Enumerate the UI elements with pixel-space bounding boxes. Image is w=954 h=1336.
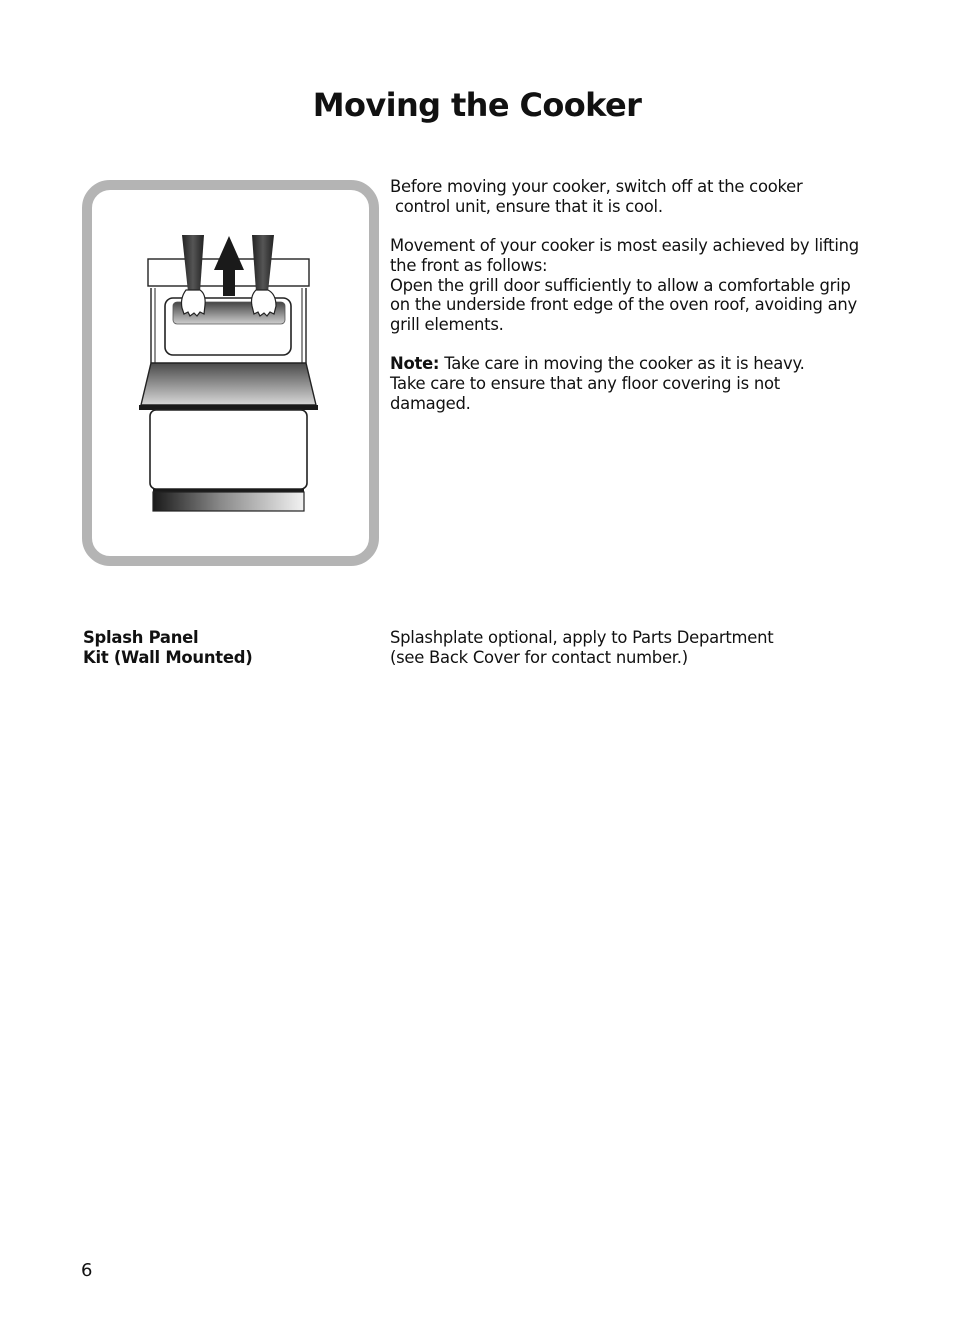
page-title: Moving the Cooker [312, 86, 642, 124]
movement-line: grill elements. [390, 314, 504, 334]
intro-line: control unit, ensure that it is cool. [390, 196, 663, 216]
splash-text-line: (see Back Cover for contact number.) [390, 648, 688, 667]
cooker-lift-icon [92, 190, 369, 556]
movement-line: Open the grill door sufficiently to allow a comfortable grip [390, 275, 851, 295]
note-line [390, 354, 910, 374]
movement-line: the front as follows: [390, 255, 548, 275]
intro-paragraph [390, 177, 910, 216]
note-paragraph [390, 354, 910, 413]
instructions-text [390, 177, 910, 433]
note-label: Note: [390, 354, 440, 374]
splash-text-line: Splashplate optional, apply to Parts Department [390, 628, 774, 647]
page-number: 6 [81, 1260, 93, 1281]
splash-panel-text [390, 628, 773, 668]
movement-paragraph [390, 236, 910, 335]
intro-line: Before moving your cooker, switch off at the cooker [390, 177, 803, 196]
note-text: Take care in moving the cooker as it is heavy. [439, 354, 805, 374]
note-line: damaged. [390, 393, 471, 413]
movement-line: Movement of your cooker is most easily achieved by lifting [390, 236, 859, 256]
note-line: Take care to ensure that any floor covering is not [390, 374, 780, 393]
movement-line: on the underside front edge of the oven roof, avoiding any [390, 295, 857, 315]
splash-label-line: Kit (Wall Mounted) [83, 648, 253, 667]
splash-panel-heading [83, 628, 252, 668]
cooker-lift-illustration-frame [82, 180, 379, 566]
splash-label-line: Splash Panel [83, 628, 199, 647]
